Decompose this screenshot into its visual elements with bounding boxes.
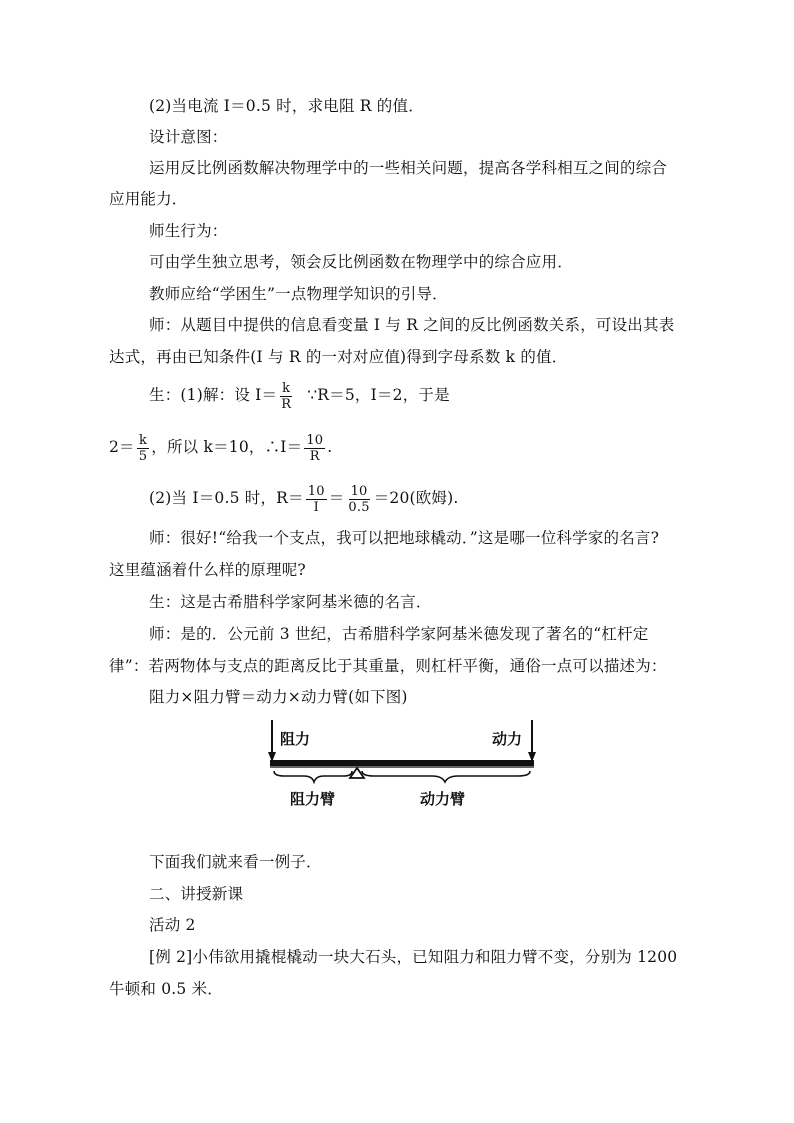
text-line: 牛顿和 0.5 米． bbox=[109, 980, 224, 998]
section-heading: 二、讲授新课 bbox=[149, 885, 244, 903]
text-line: 生：这是古希腊科学家阿基米德的名言． bbox=[149, 593, 432, 611]
text-line: 应用能力． bbox=[109, 190, 188, 208]
text-line: 这里蕴涵着什么样的原理呢? bbox=[109, 561, 306, 579]
fraction-k-over-r bbox=[279, 381, 293, 412]
eq2-suffix: . bbox=[327, 438, 333, 456]
effort-arm-brace bbox=[362, 771, 530, 782]
lever-diagram bbox=[262, 718, 546, 814]
equation-line-1 bbox=[149, 377, 450, 413]
frac-denominator: 0.5 bbox=[348, 499, 370, 515]
fraction-10-over-r bbox=[304, 433, 325, 464]
text-line: 运用反比例函数解决物理学中的一些相关问题，提高各学科相互之间的综合 bbox=[149, 159, 668, 177]
text-line: 达式，再由已知条件(I 与 R 的一对对应值)得到字母系数 k 的值． bbox=[109, 348, 568, 366]
frac-numerator: 10 bbox=[350, 483, 368, 499]
text-line: 师：从题目中提供的信息看变量 I 与 R 之间的反比例函数关系，可设出其表 bbox=[149, 316, 675, 334]
text-line: [例 2]小伟欲用撬棍橇动一块大石头，已知阻力和阻力臂不变，分别为 1200 bbox=[149, 948, 678, 966]
text-line: 阻力×阻力臂＝动力×动力臂(如下图) bbox=[149, 688, 408, 706]
frac-numerator: k bbox=[138, 432, 148, 448]
eq3-equals: ＝ bbox=[328, 489, 345, 507]
frac-numerator: 10 bbox=[306, 432, 324, 448]
eq1-suffix: ∵R＝5，I＝2，于是 bbox=[307, 386, 450, 404]
equation-line-2 bbox=[109, 429, 332, 465]
text-line: 可由学生独立思考，领会反比例函数在物理学中的综合应用． bbox=[149, 253, 573, 271]
text-line: 设计意图： bbox=[149, 128, 228, 146]
lever-bar-shadow bbox=[270, 766, 534, 768]
text-line: 活动 2 bbox=[149, 916, 196, 934]
frac-denominator: R bbox=[281, 396, 292, 412]
effort-arm-label: 动力臂 bbox=[420, 790, 466, 808]
fraction-10-over-0-5 bbox=[346, 484, 371, 515]
eq3-prefix: (2)当 I＝0.5 时，R＝ bbox=[149, 489, 304, 507]
effort-label: 动力 bbox=[492, 730, 523, 748]
text-line: 教师应给“学困生”一点物理学知识的引导． bbox=[149, 285, 448, 303]
text-line: 师生行为： bbox=[149, 222, 228, 240]
text-line: 师：很好!“给我一个支点，我可以把地球橇动．”这是哪一位科学家的名言? bbox=[149, 529, 660, 547]
frac-denominator: R bbox=[309, 448, 320, 464]
frac-denominator: 5 bbox=[138, 448, 148, 464]
eq3-suffix: ＝20(欧姆). bbox=[373, 489, 459, 507]
resistance-arm-label: 阻力臂 bbox=[290, 790, 336, 808]
text-line: 下面我们就来看一例子． bbox=[149, 853, 322, 871]
equation-line-3 bbox=[149, 480, 459, 516]
frac-denominator: I bbox=[313, 499, 319, 515]
frac-numerator: k bbox=[282, 380, 291, 396]
eq2-prefix: 2＝ bbox=[109, 438, 135, 456]
text-line: (2)当电流 I＝0.5 时，求电阻 R 的值． bbox=[149, 97, 424, 115]
frac-numerator: 10 bbox=[307, 483, 325, 499]
fraction-10-over-i bbox=[306, 484, 327, 515]
resistance-label: 阻力 bbox=[280, 730, 311, 748]
eq1-prefix: 生：(1)解：设 I＝ bbox=[149, 386, 278, 404]
text-line: 师：是的．公元前 3 世纪，古希腊科学家阿基米德发现了著名的“杠杆定 bbox=[149, 625, 649, 643]
text-line: 律”：若两物体与支点的距离反比于其重量，则杠杆平衡，通俗一点可以描述为： bbox=[109, 657, 667, 675]
fraction-k-over-5 bbox=[137, 433, 149, 464]
eq2-mid: ，所以 k＝10，∴I＝ bbox=[151, 438, 303, 456]
lever-bar bbox=[270, 760, 534, 766]
resistance-arm-brace bbox=[274, 771, 352, 782]
